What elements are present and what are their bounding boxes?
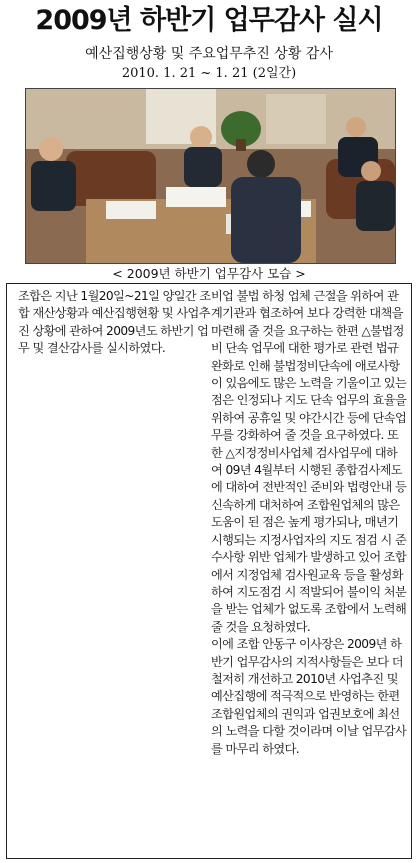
meeting-room-illustration [26, 89, 395, 263]
article-paragraph: 조합은 지난 1월20일~21일 양일간 조합 재산상황과 예산집행현황 및 사업추진 상황에 관하여 2009년도 하반기 업무 및 결산감사를 실시하였다. [18, 289, 211, 356]
subtitle: 예산집행상황 및 주요업무추진 상황 감사 [85, 46, 333, 62]
headline: 2009년 하반기 업무감사 실시 [35, 5, 383, 36]
article-paragraph: 이에 조합 안동구 이사장은 2009년 하반기 업무감사의 지적사항들은 보다 더 철저히 개선하고 2010년 사업추진 및 예산집행에 적극적으로 반영하는 한편 조합원업체의 권익과 업권보호에 최선의 노력을 다할 것이라며 이날 업무감사를 마무리 하였다. [211, 637, 407, 756]
audit-dates: 2010. 1. 21 ~ 1. 21 (2일간) [121, 66, 297, 81]
audit-meeting-photo [25, 88, 396, 264]
article-left-column [18, 288, 214, 358]
article-paragraph: 비업 불법 하청 업체 근절을 위하여 관계기관과 협조하여 보다 강력한 대책을 마련해 줄 것을 요구하는 한편 △불법정비 단속 업무에 대한 평가로 관련 법규완화로 인해 불법정비단속에 애로사항이 있음에도 많은 노력을 기울이고 있는 점은 인정되나 지도 단속 업무의 효율을 위하여 공휴일 및 야간시간 등에 단속업무를 강화하여 줄 것을 요구하였다. 또한 △지정정비사업체 검사업무에 대하여 09년 4월부터 시행된 종합검사제도에 대하여 전반적인 준비와 법령안내 등 신속하게 대처하여 조합원업체의 많은 도움이 된 점은 높게 평가되나, 매년기 시행되는 지정사업자의 지도 점검 시 준수사항 위반 업체가 발생하고 있어 조합에서 지정업체 검사원교육 등을 활성화 하여 지도점검 시 적발되어 불이익 처분을 받는 업체가 없도록 조합에서 노력해 줄 것을 요청하였다. [211, 289, 407, 634]
photo-caption: < 2009년 하반기 업무감사 모습 > [112, 266, 306, 281]
article-right-column [211, 288, 407, 758]
